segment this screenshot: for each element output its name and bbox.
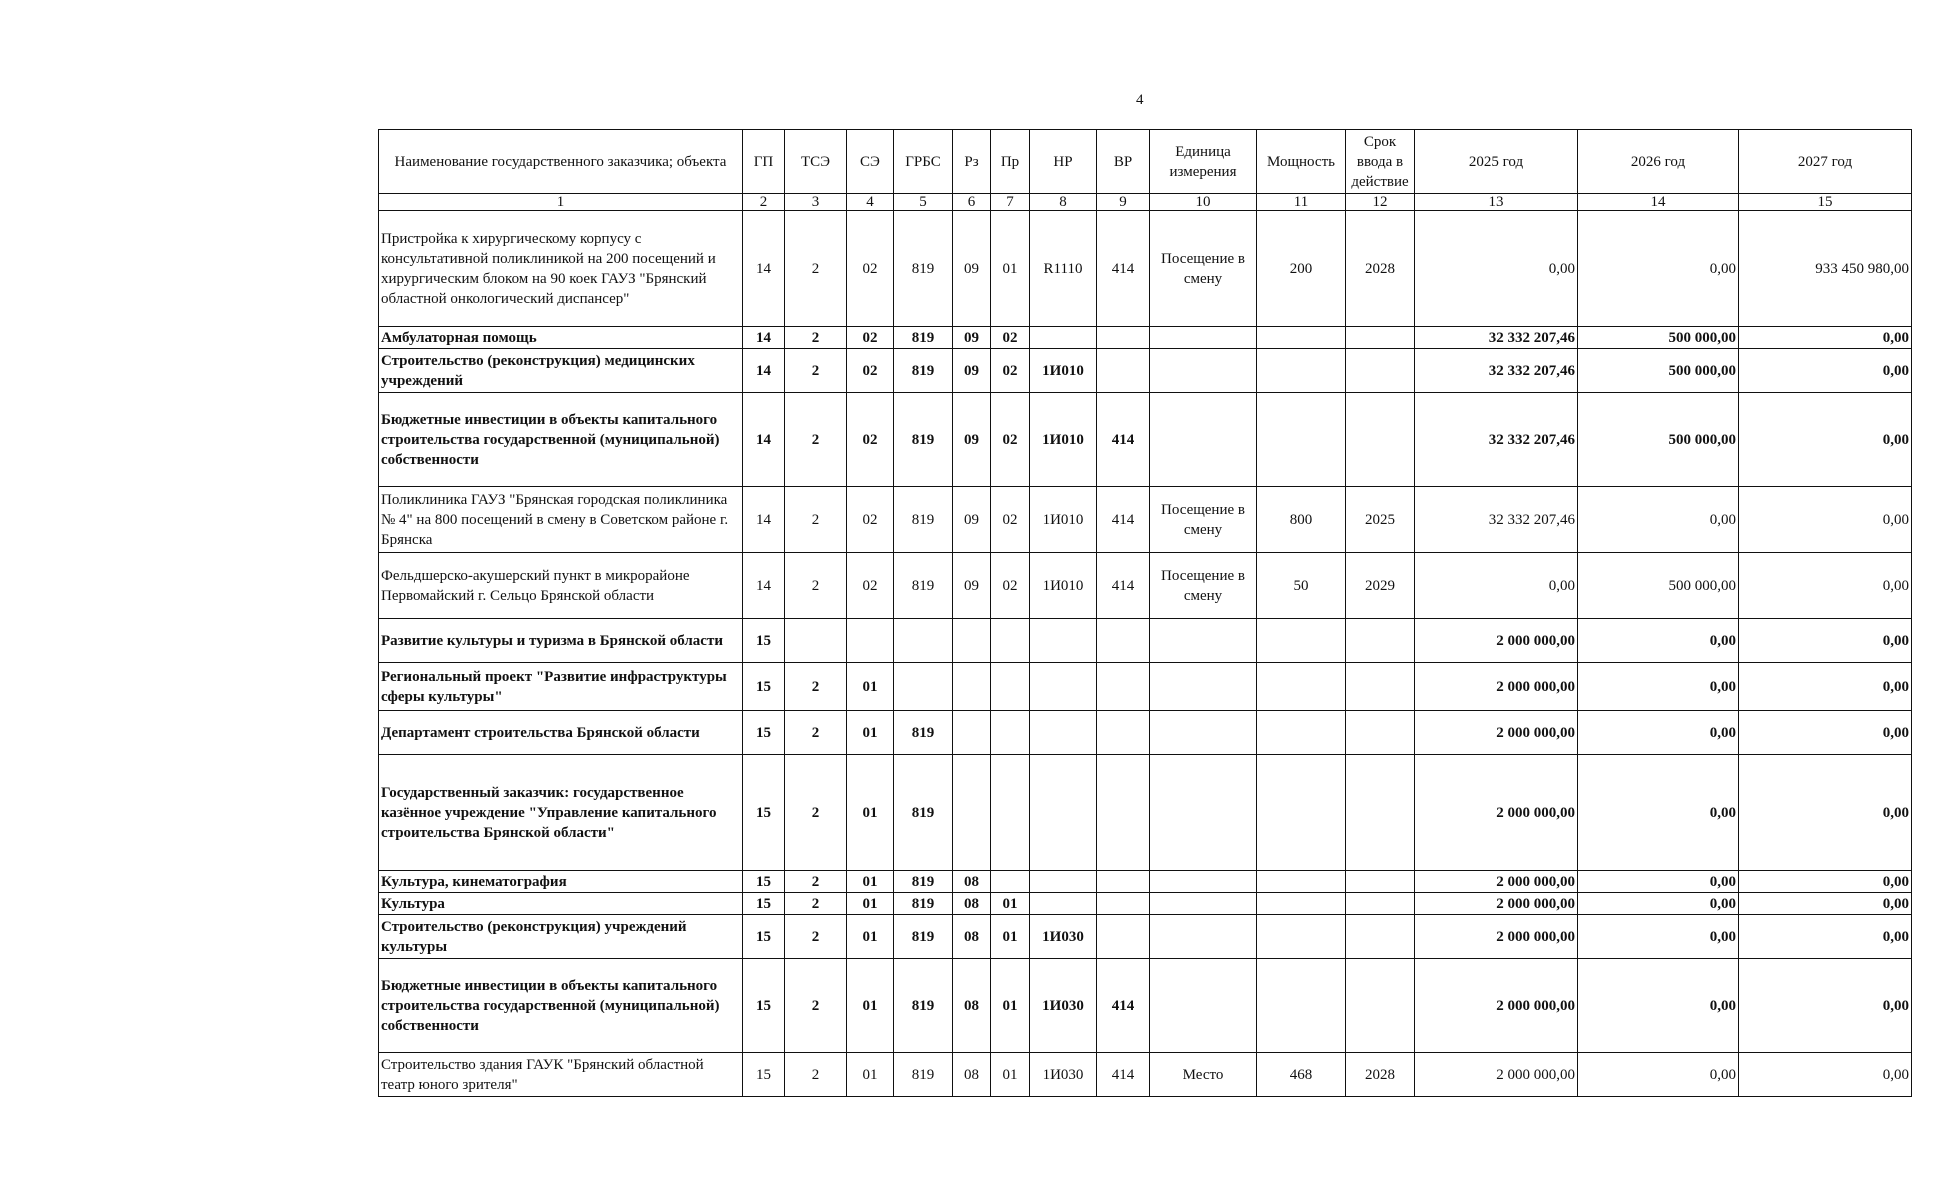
cell-capacity — [1257, 349, 1346, 393]
cell-gp: 14 — [743, 393, 785, 487]
cell-name: Департамент строительства Брянской области — [379, 711, 743, 755]
cell-vr: 414 — [1097, 959, 1150, 1053]
cell-rz: 09 — [953, 211, 991, 327]
cell-pr — [991, 663, 1030, 711]
cell-unit — [1150, 915, 1257, 959]
cell-tse: 2 — [785, 1053, 847, 1097]
cell-commissioning — [1346, 663, 1415, 711]
column-number: 11 — [1257, 194, 1346, 211]
cell-y2027: 0,00 — [1739, 1053, 1912, 1097]
header-2027: 2027 год — [1739, 130, 1912, 194]
header-commissioning: Срок ввода в действие — [1346, 130, 1415, 194]
cell-capacity — [1257, 663, 1346, 711]
cell-y2027: 0,00 — [1739, 393, 1912, 487]
cell-y2027: 0,00 — [1739, 959, 1912, 1053]
cell-vr — [1097, 619, 1150, 663]
cell-unit — [1150, 349, 1257, 393]
cell-tse: 2 — [785, 553, 847, 619]
table-row — [379, 871, 1912, 893]
cell-commissioning — [1346, 619, 1415, 663]
cell-y2025: 32 332 207,46 — [1415, 327, 1578, 349]
cell-grbs: 819 — [894, 711, 953, 755]
cell-capacity — [1257, 959, 1346, 1053]
cell-unit: Место — [1150, 1053, 1257, 1097]
cell-pr — [991, 755, 1030, 871]
cell-grbs: 819 — [894, 393, 953, 487]
cell-y2027: 933 450 980,00 — [1739, 211, 1912, 327]
cell-tse: 2 — [785, 915, 847, 959]
cell-unit — [1150, 871, 1257, 893]
cell-rz: 08 — [953, 915, 991, 959]
cell-name: Региональный проект "Развитие инфраструктуры сферы культуры" — [379, 663, 743, 711]
cell-y2026: 500 000,00 — [1578, 553, 1739, 619]
cell-name: Строительство (реконструкция) учреждений культуры — [379, 915, 743, 959]
cell-rz: 09 — [953, 393, 991, 487]
cell-pr — [991, 619, 1030, 663]
header-pr: Пр — [991, 130, 1030, 194]
cell-y2025: 2 000 000,00 — [1415, 619, 1578, 663]
cell-unit — [1150, 959, 1257, 1053]
cell-y2026: 0,00 — [1578, 211, 1739, 327]
cell-se: 01 — [847, 711, 894, 755]
cell-rz: 09 — [953, 553, 991, 619]
column-number: 6 — [953, 194, 991, 211]
cell-y2025: 0,00 — [1415, 553, 1578, 619]
cell-grbs — [894, 619, 953, 663]
cell-vr — [1097, 893, 1150, 915]
cell-nr: 1И010 — [1030, 553, 1097, 619]
cell-unit — [1150, 663, 1257, 711]
header-tse: ТСЭ — [785, 130, 847, 194]
cell-se — [847, 619, 894, 663]
cell-nr: 1И010 — [1030, 349, 1097, 393]
cell-se: 02 — [847, 487, 894, 553]
cell-grbs: 819 — [894, 211, 953, 327]
cell-se: 01 — [847, 871, 894, 893]
cell-se: 01 — [847, 1053, 894, 1097]
cell-unit — [1150, 893, 1257, 915]
column-number: 2 — [743, 194, 785, 211]
cell-vr — [1097, 711, 1150, 755]
cell-y2026: 500 000,00 — [1578, 393, 1739, 487]
cell-grbs: 819 — [894, 327, 953, 349]
cell-y2025: 2 000 000,00 — [1415, 1053, 1578, 1097]
cell-grbs: 819 — [894, 553, 953, 619]
table-row — [379, 211, 1912, 327]
cell-y2027: 0,00 — [1739, 893, 1912, 915]
cell-nr — [1030, 327, 1097, 349]
table-row — [379, 711, 1912, 755]
cell-gp: 15 — [743, 1053, 785, 1097]
cell-rz — [953, 663, 991, 711]
cell-capacity — [1257, 871, 1346, 893]
column-number: 15 — [1739, 194, 1912, 211]
cell-nr: 1И030 — [1030, 1053, 1097, 1097]
header-row — [379, 130, 1912, 194]
cell-tse: 2 — [785, 893, 847, 915]
cell-rz: 08 — [953, 959, 991, 1053]
cell-name: Развитие культуры и туризма в Брянской области — [379, 619, 743, 663]
cell-se: 01 — [847, 663, 894, 711]
cell-vr — [1097, 663, 1150, 711]
cell-vr — [1097, 755, 1150, 871]
cell-y2026: 500 000,00 — [1578, 349, 1739, 393]
table-row — [379, 487, 1912, 553]
cell-capacity — [1257, 327, 1346, 349]
cell-tse: 2 — [785, 663, 847, 711]
cell-grbs: 819 — [894, 487, 953, 553]
cell-rz — [953, 711, 991, 755]
cell-pr: 01 — [991, 915, 1030, 959]
cell-name: Пристройка к хирургическому корпусу с консультативной поликлиникой на 200 посещений и хирургическим блоком на 90 коек ГАУЗ "Брянский областной онкологический диспансер" — [379, 211, 743, 327]
cell-y2026: 0,00 — [1578, 755, 1739, 871]
cell-gp: 15 — [743, 711, 785, 755]
cell-gp: 14 — [743, 327, 785, 349]
table-row — [379, 663, 1912, 711]
table-row — [379, 393, 1912, 487]
cell-y2026: 500 000,00 — [1578, 327, 1739, 349]
cell-unit: Посещение в смену — [1150, 487, 1257, 553]
cell-rz: 08 — [953, 1053, 991, 1097]
cell-vr: 414 — [1097, 393, 1150, 487]
cell-nr — [1030, 619, 1097, 663]
cell-grbs: 819 — [894, 959, 953, 1053]
cell-capacity — [1257, 755, 1346, 871]
cell-se: 02 — [847, 327, 894, 349]
cell-name: Бюджетные инвестиции в объекты капитального строительства государственной (муниципальной) собственности — [379, 393, 743, 487]
cell-tse: 2 — [785, 959, 847, 1053]
cell-commissioning: 2028 — [1346, 1053, 1415, 1097]
budget-table — [378, 129, 1912, 1097]
cell-capacity: 50 — [1257, 553, 1346, 619]
header-name: Наименование государственного заказчика; объекта — [379, 130, 743, 194]
column-number: 3 — [785, 194, 847, 211]
cell-capacity — [1257, 915, 1346, 959]
cell-commissioning — [1346, 915, 1415, 959]
column-number: 12 — [1346, 194, 1415, 211]
cell-y2025: 32 332 207,46 — [1415, 393, 1578, 487]
cell-se: 02 — [847, 393, 894, 487]
cell-tse: 2 — [785, 487, 847, 553]
cell-pr: 02 — [991, 553, 1030, 619]
cell-se: 02 — [847, 553, 894, 619]
cell-y2027: 0,00 — [1739, 553, 1912, 619]
cell-y2027: 0,00 — [1739, 349, 1912, 393]
cell-gp: 15 — [743, 755, 785, 871]
cell-grbs: 819 — [894, 349, 953, 393]
cell-y2025: 2 000 000,00 — [1415, 915, 1578, 959]
cell-y2025: 0,00 — [1415, 211, 1578, 327]
cell-commissioning — [1346, 871, 1415, 893]
table-row — [379, 755, 1912, 871]
header-unit: Единица измерения — [1150, 130, 1257, 194]
cell-pr: 02 — [991, 487, 1030, 553]
cell-tse: 2 — [785, 755, 847, 871]
header-capacity: Мощность — [1257, 130, 1346, 194]
cell-commissioning — [1346, 893, 1415, 915]
cell-y2027: 0,00 — [1739, 711, 1912, 755]
cell-vr: 414 — [1097, 487, 1150, 553]
cell-commissioning: 2029 — [1346, 553, 1415, 619]
cell-pr: 01 — [991, 959, 1030, 1053]
cell-y2025: 2 000 000,00 — [1415, 871, 1578, 893]
cell-pr — [991, 711, 1030, 755]
cell-grbs: 819 — [894, 871, 953, 893]
cell-y2026: 0,00 — [1578, 893, 1739, 915]
cell-y2026: 0,00 — [1578, 487, 1739, 553]
cell-commissioning — [1346, 349, 1415, 393]
cell-y2026: 0,00 — [1578, 1053, 1739, 1097]
column-number: 1 — [379, 194, 743, 211]
table-row — [379, 959, 1912, 1053]
table-row — [379, 619, 1912, 663]
cell-y2026: 0,00 — [1578, 871, 1739, 893]
cell-unit — [1150, 711, 1257, 755]
cell-pr: 02 — [991, 327, 1030, 349]
cell-se: 01 — [847, 893, 894, 915]
cell-y2027: 0,00 — [1739, 755, 1912, 871]
cell-gp: 15 — [743, 915, 785, 959]
cell-tse: 2 — [785, 327, 847, 349]
cell-name: Бюджетные инвестиции в объекты капитального строительства государственной (муниципальной) собственности — [379, 959, 743, 1053]
cell-y2027: 0,00 — [1739, 663, 1912, 711]
cell-commissioning: 2028 — [1346, 211, 1415, 327]
cell-grbs — [894, 663, 953, 711]
page-number: 4 — [1136, 92, 1144, 108]
cell-nr — [1030, 893, 1097, 915]
cell-gp: 15 — [743, 663, 785, 711]
column-number: 4 — [847, 194, 894, 211]
cell-nr: 1И010 — [1030, 487, 1097, 553]
cell-tse: 2 — [785, 211, 847, 327]
cell-unit: Посещение в смену — [1150, 553, 1257, 619]
header-nr: НР — [1030, 130, 1097, 194]
header-rz: Рз — [953, 130, 991, 194]
cell-y2027: 0,00 — [1739, 915, 1912, 959]
cell-commissioning — [1346, 327, 1415, 349]
cell-y2025: 2 000 000,00 — [1415, 959, 1578, 1053]
cell-se: 01 — [847, 959, 894, 1053]
cell-y2025: 2 000 000,00 — [1415, 755, 1578, 871]
column-number: 14 — [1578, 194, 1739, 211]
cell-unit — [1150, 755, 1257, 871]
cell-tse: 2 — [785, 349, 847, 393]
cell-gp: 15 — [743, 959, 785, 1053]
cell-y2025: 32 332 207,46 — [1415, 487, 1578, 553]
cell-nr — [1030, 711, 1097, 755]
cell-tse: 2 — [785, 393, 847, 487]
header-2025: 2025 год — [1415, 130, 1578, 194]
cell-y2026: 0,00 — [1578, 959, 1739, 1053]
cell-y2027: 0,00 — [1739, 871, 1912, 893]
header-gp: ГП — [743, 130, 785, 194]
header-2026: 2026 год — [1578, 130, 1739, 194]
cell-nr: R1110 — [1030, 211, 1097, 327]
cell-vr: 414 — [1097, 211, 1150, 327]
column-number: 10 — [1150, 194, 1257, 211]
cell-vr — [1097, 915, 1150, 959]
cell-pr: 01 — [991, 1053, 1030, 1097]
table-row — [379, 1053, 1912, 1097]
header-se: СЭ — [847, 130, 894, 194]
cell-capacity — [1257, 711, 1346, 755]
cell-name: Амбулаторная помощь — [379, 327, 743, 349]
cell-name: Фельдшерско-акушерский пункт в микрорайоне Первомайский г. Сельцо Брянской области — [379, 553, 743, 619]
cell-vr: 414 — [1097, 1053, 1150, 1097]
cell-grbs: 819 — [894, 755, 953, 871]
cell-commissioning — [1346, 755, 1415, 871]
cell-vr — [1097, 327, 1150, 349]
cell-tse: 2 — [785, 871, 847, 893]
cell-rz: 08 — [953, 871, 991, 893]
cell-y2026: 0,00 — [1578, 915, 1739, 959]
cell-rz — [953, 619, 991, 663]
cell-commissioning — [1346, 959, 1415, 1053]
cell-name: Культура, кинематография — [379, 871, 743, 893]
cell-gp: 14 — [743, 349, 785, 393]
cell-commissioning: 2025 — [1346, 487, 1415, 553]
cell-vr — [1097, 349, 1150, 393]
cell-capacity: 200 — [1257, 211, 1346, 327]
cell-grbs: 819 — [894, 915, 953, 959]
cell-y2025: 32 332 207,46 — [1415, 349, 1578, 393]
cell-unit — [1150, 327, 1257, 349]
cell-rz — [953, 755, 991, 871]
cell-nr: 1И030 — [1030, 959, 1097, 1053]
cell-tse — [785, 619, 847, 663]
table-row — [379, 553, 1912, 619]
cell-unit: Посещение в смену — [1150, 211, 1257, 327]
cell-pr: 01 — [991, 893, 1030, 915]
cell-gp: 15 — [743, 893, 785, 915]
cell-capacity — [1257, 893, 1346, 915]
cell-nr: 1И010 — [1030, 393, 1097, 487]
cell-rz: 08 — [953, 893, 991, 915]
cell-nr — [1030, 663, 1097, 711]
cell-y2027: 0,00 — [1739, 327, 1912, 349]
cell-name: Строительство (реконструкция) медицинских учреждений — [379, 349, 743, 393]
cell-name: Культура — [379, 893, 743, 915]
cell-rz: 09 — [953, 349, 991, 393]
table-row — [379, 893, 1912, 915]
cell-pr: 01 — [991, 211, 1030, 327]
table-row — [379, 349, 1912, 393]
column-number: 7 — [991, 194, 1030, 211]
cell-se: 01 — [847, 915, 894, 959]
cell-commissioning — [1346, 393, 1415, 487]
cell-y2025: 2 000 000,00 — [1415, 711, 1578, 755]
column-number: 8 — [1030, 194, 1097, 211]
column-number-row — [379, 194, 1912, 211]
cell-nr — [1030, 755, 1097, 871]
cell-grbs: 819 — [894, 1053, 953, 1097]
cell-tse: 2 — [785, 711, 847, 755]
header-vr: ВР — [1097, 130, 1150, 194]
cell-unit — [1150, 619, 1257, 663]
cell-name: Поликлиника ГАУЗ "Брянская городская поликлиника № 4" на 800 посещений в смену в Советском районе г. Брянска — [379, 487, 743, 553]
cell-y2025: 2 000 000,00 — [1415, 663, 1578, 711]
header-grbs: ГРБС — [894, 130, 953, 194]
column-number: 13 — [1415, 194, 1578, 211]
column-number: 9 — [1097, 194, 1150, 211]
cell-name: Государственный заказчик: государственное казённое учреждение "Управление капитального строительства Брянской области" — [379, 755, 743, 871]
cell-se: 01 — [847, 755, 894, 871]
cell-se: 02 — [847, 211, 894, 327]
table-body — [379, 211, 1912, 1097]
cell-gp: 14 — [743, 487, 785, 553]
cell-rz: 09 — [953, 327, 991, 349]
cell-pr: 02 — [991, 349, 1030, 393]
cell-commissioning — [1346, 711, 1415, 755]
cell-y2025: 2 000 000,00 — [1415, 893, 1578, 915]
cell-unit — [1150, 393, 1257, 487]
cell-capacity: 468 — [1257, 1053, 1346, 1097]
table-row — [379, 327, 1912, 349]
cell-capacity — [1257, 393, 1346, 487]
column-number: 5 — [894, 194, 953, 211]
cell-rz: 09 — [953, 487, 991, 553]
cell-grbs: 819 — [894, 893, 953, 915]
cell-vr — [1097, 871, 1150, 893]
table-row — [379, 915, 1912, 959]
cell-y2026: 0,00 — [1578, 711, 1739, 755]
cell-y2027: 0,00 — [1739, 619, 1912, 663]
cell-y2026: 0,00 — [1578, 619, 1739, 663]
cell-gp: 15 — [743, 619, 785, 663]
cell-y2027: 0,00 — [1739, 487, 1912, 553]
cell-se: 02 — [847, 349, 894, 393]
cell-gp: 15 — [743, 871, 785, 893]
cell-gp: 14 — [743, 211, 785, 327]
cell-pr: 02 — [991, 393, 1030, 487]
cell-nr — [1030, 871, 1097, 893]
cell-y2026: 0,00 — [1578, 663, 1739, 711]
cell-vr: 414 — [1097, 553, 1150, 619]
cell-nr: 1И030 — [1030, 915, 1097, 959]
cell-gp: 14 — [743, 553, 785, 619]
cell-capacity — [1257, 619, 1346, 663]
cell-name: Строительство здания ГАУК "Брянский областной театр юного зрителя" — [379, 1053, 743, 1097]
cell-capacity: 800 — [1257, 487, 1346, 553]
cell-pr — [991, 871, 1030, 893]
